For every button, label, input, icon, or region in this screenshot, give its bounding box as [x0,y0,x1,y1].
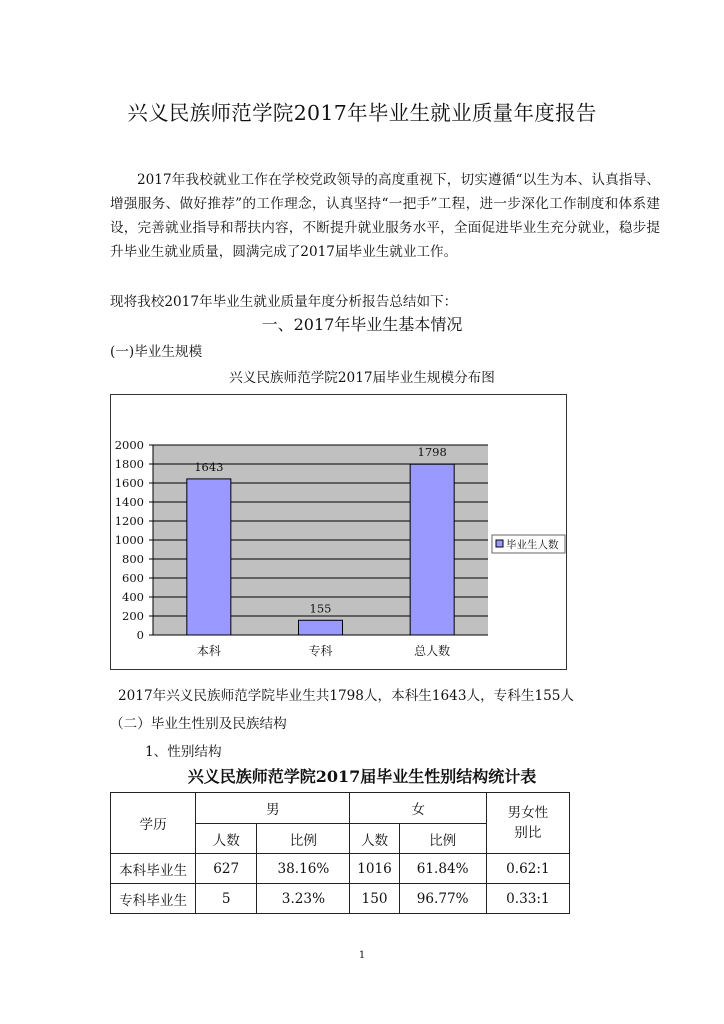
x-tick-label: 本科 [196,644,221,658]
y-tick-label: 2000 [114,438,144,452]
cell-male-count: 627 [196,854,257,884]
gender-structure-table [110,792,570,914]
cell-ratio: 0.33:1 [486,884,569,914]
cell-female-pct: 61.84% [399,854,486,884]
data-label: 155 [309,601,332,616]
subsection-heading-2-1: 1、性别结构 [145,744,222,760]
cell-ratio: 0.62:1 [486,854,569,884]
subsection-heading: (一)毕业生规模 [110,344,203,360]
header-male-count: 人数 [196,824,257,854]
header-female: 女 [350,793,486,824]
y-tick-label: 1400 [114,495,144,509]
table-title: 兴义民族师范学院2017届毕业生性别结构统计表 [187,767,537,786]
x-tick-label: 总人数 [414,644,451,658]
y-tick-label: 600 [122,571,144,585]
cell-female-count: 1016 [350,854,399,884]
data-label: 1798 [417,445,447,460]
chart-caption: 兴义民族师范学院2017届毕业生规模分布图 [229,370,495,386]
bar [187,479,231,635]
cell-male-pct: 3.23% [257,884,350,914]
y-tick-label: 1800 [114,457,144,471]
header-gender-ratio-label: 男女性别比 [507,805,549,841]
header-male-pct: 比例 [257,824,350,854]
intro-closing-line: 现将我校2017年毕业生就业质量年度分析报告总结如下： [110,294,458,310]
header-male: 男 [196,793,350,824]
cell-education: 本科毕业生 [111,854,196,884]
subsection-heading-2: （二）毕业生性别及民族结构 [110,716,287,732]
y-tick-label: 400 [122,590,144,604]
chart-frame [110,394,567,670]
cell-female-pct: 96.77% [399,884,486,914]
header-female-pct: 比例 [399,824,486,854]
document-title: 兴义民族师范学院2017年毕业生就业质量年度报告 [127,101,597,125]
y-tick-label: 800 [122,552,144,566]
header-gender-ratio [486,793,569,854]
bar [299,620,343,635]
table-row [111,854,570,884]
cell-male-count: 5 [196,884,257,914]
cell-female-count: 150 [350,884,399,914]
y-tick-label: 1200 [114,514,144,528]
y-tick-label: 200 [122,609,144,623]
bar [410,464,454,635]
section-heading: 一、2017年毕业生基本情况 [261,315,463,334]
cell-male-pct: 38.16% [257,854,350,884]
x-tick-label: 专科 [308,644,333,658]
y-tick-label: 1600 [114,476,144,490]
header-education: 学历 [111,793,196,854]
cell-education: 专科毕业生 [111,884,196,914]
y-tick-label: 0 [136,628,144,642]
bar-chart [111,395,566,669]
y-tick-label: 1000 [114,533,144,547]
page-number: 1 [358,950,366,961]
header-female-count: 人数 [350,824,399,854]
legend-swatch [496,540,503,547]
data-label: 1643 [194,459,224,474]
table-row [111,884,570,914]
legend-label: 毕业生人数 [506,539,559,551]
summary-text: 2017年兴义民族师范学院毕业生共1798人，本科生1643人，专科生155人 [118,688,574,704]
intro-paragraph: 2017年我校就业工作在学校党政领导的高度重视下，切实遵循“以生为本、认真指导、增强服务、做好推荐”的工作理念，认真坚持“一把手”工程，进一步深化工作制度和体系建设，完善就业指导和帮扶内容，不断提升就业服务水平，全面促进毕业生充分就业，稳步提升毕业生就业质量，圆满完成了2017届毕业生就业工作。 [110,172,660,260]
